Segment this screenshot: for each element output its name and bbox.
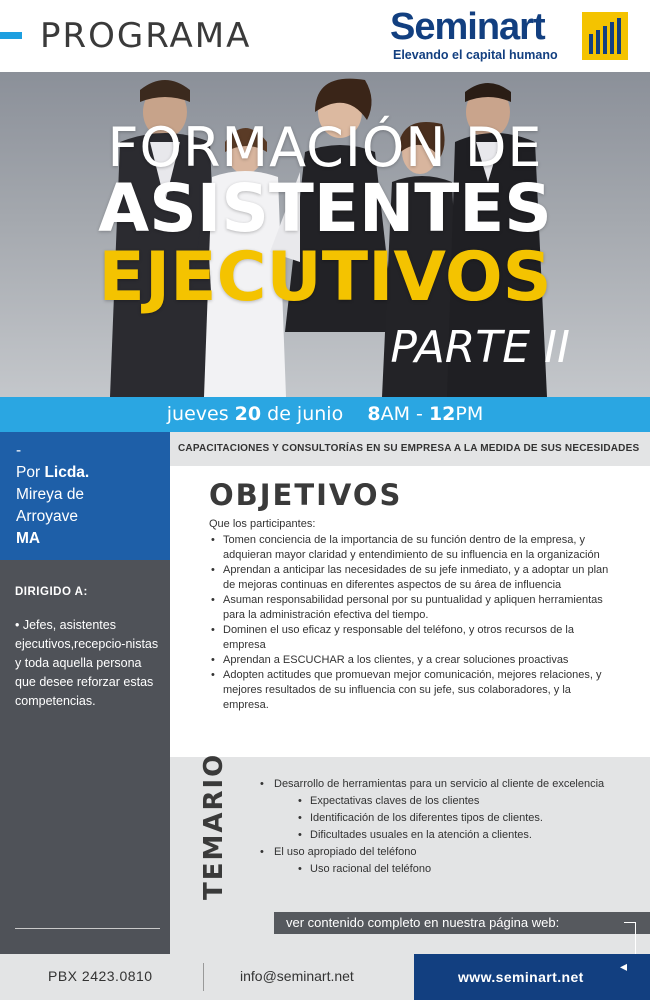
temario-item: • Desarrollo de herramientas para un servicio al cliente de excelencia bbox=[260, 776, 630, 793]
hero-line-4: PARTE II bbox=[390, 322, 570, 373]
hero-line-3: EJECUTIVOS bbox=[98, 238, 552, 317]
objetivos-intro: Que los participantes: bbox=[209, 518, 316, 530]
program-label: PROGRAMA bbox=[40, 16, 252, 56]
dirigido-title: DIRIGIDO A: bbox=[15, 586, 88, 598]
objetivos-list bbox=[209, 533, 614, 713]
temario-subitem: • Identificación de los diferentes tipos de clientes. bbox=[260, 810, 630, 827]
objetivo-item: • Dominen el uso eficaz y responsable del teléfono, y otros recursos de la empresa bbox=[209, 623, 614, 653]
objetivo-item: • Tomen conciencia de la importancia de su función dentro de la empresa, y adquieran mayor claridad y entendimiento de su influencia en la organización bbox=[209, 533, 614, 563]
header-accent bbox=[0, 32, 22, 39]
footer-phone[interactable]: PBX 2423.0810 bbox=[48, 968, 153, 984]
arrow-left-icon: ◂ bbox=[620, 958, 628, 974]
time-end: 12 bbox=[428, 403, 456, 425]
logo-brand: Seminart bbox=[390, 6, 545, 48]
time-end-suffix: PM bbox=[455, 403, 484, 425]
speaker-title: Licda. bbox=[44, 464, 90, 481]
speaker-name-1: Mireya de bbox=[16, 486, 85, 503]
temario-item: • El uso apropiado del teléfono bbox=[260, 844, 630, 861]
speaker-dash: - bbox=[16, 442, 22, 459]
hero-line-2: ASISTENTES bbox=[98, 170, 552, 247]
subtitle-bar: CAPACITACIONES Y CONSULTORÍAS EN SU EMPRESA A LA MEDIDA DE SUS NECESIDADES bbox=[170, 432, 650, 466]
date-bar bbox=[0, 397, 650, 432]
header bbox=[0, 0, 650, 72]
footer-website[interactable]: www.seminart.net bbox=[414, 954, 650, 1000]
temario-list bbox=[260, 776, 630, 878]
temario-subitem: • Expectativas claves de los clientes bbox=[260, 793, 630, 810]
footer-separator bbox=[203, 963, 204, 991]
objetivos-title: OBJETIVOS bbox=[209, 478, 403, 512]
objetivo-item: • Asuman responsabilidad personal por su puntualidad y apliquen herramientas para la administración efectiva del tiempo. bbox=[209, 593, 614, 623]
hero-banner bbox=[0, 72, 650, 397]
objetivo-item: • Aprendan a ESCUCHAR a los clientes, y a crear soluciones proactivas bbox=[209, 653, 614, 668]
temario-subitem: • Dificultades usuales en la atención a clientes. bbox=[260, 827, 630, 844]
hero-line-1: FORMACIÓN DE bbox=[107, 116, 543, 179]
speaker-suffix: MA bbox=[16, 530, 41, 547]
footer bbox=[0, 954, 650, 1000]
bar-chart-icon bbox=[582, 12, 628, 60]
time-start: 8 bbox=[367, 403, 381, 425]
date-prefix: jueves bbox=[166, 403, 235, 425]
objetivo-item: • Aprendan a anticipar las necesidades de su jefe inmediato, y a adoptar un plan de mejoras continuas en diferentes aspectos de su área de influencia bbox=[209, 563, 614, 593]
speaker-by: Por bbox=[16, 464, 45, 481]
time-start-suffix: AM - bbox=[380, 403, 429, 425]
footer-email[interactable]: info@seminart.net bbox=[240, 968, 354, 984]
temario-label bbox=[199, 752, 239, 900]
speaker-name-2: Arroyave bbox=[16, 508, 79, 525]
temario-title: TEMARIO bbox=[199, 752, 229, 900]
left-column bbox=[0, 432, 170, 954]
web-content-button[interactable]: ver contenido completo en nuestra página web: bbox=[274, 912, 650, 934]
speaker-box bbox=[0, 432, 170, 560]
temario-subitem: • Uso racional del teléfono bbox=[260, 861, 630, 878]
seminart-logo[interactable] bbox=[390, 8, 630, 66]
dirigido-text: • Jefes, asistentes ejecutivos,recepcio-nistas y toda aquella persona que desee reforzar estas competencias. bbox=[15, 618, 159, 708]
left-divider bbox=[15, 928, 160, 929]
date-day: 20 bbox=[234, 403, 262, 425]
objetivo-item: • Adopten actitudes que promuevan mejor comunicación, mejores relaciones, y mejores resultados de su influencia con su jefe, sus colaboradores, y la empresa. bbox=[209, 668, 614, 713]
date-suffix: de junio bbox=[261, 403, 344, 425]
logo-tagline: Elevando el capital humano bbox=[393, 48, 558, 62]
